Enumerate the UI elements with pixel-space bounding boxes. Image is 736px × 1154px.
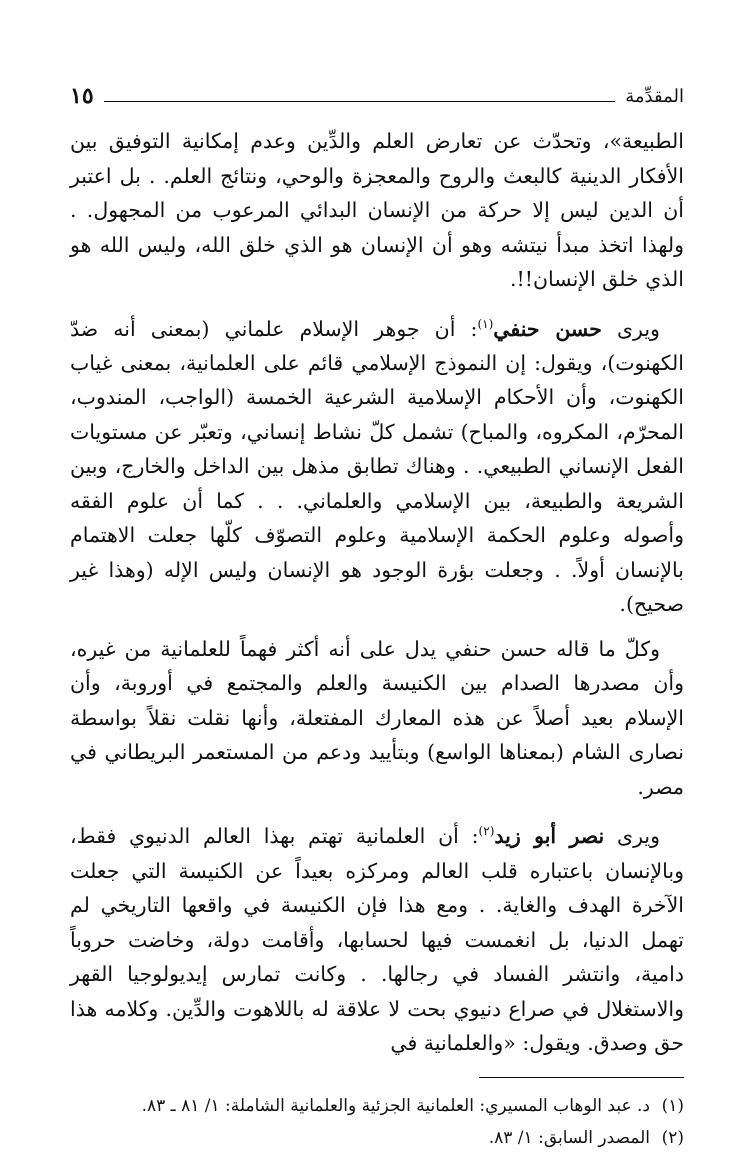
paragraph-4-text: : أن العلمانية تهتم بهذا العالم الدنيوي فقط، وبالإنسان باعتباره قلب العالم ومركزه بعيداً عن الكنيسة التي جعلت الآخرة الهدف والغاية. . ومع هذا فإن الكنيسة في واقعها التاريخي لم تهمل الدنيا، بل انغمست فيها لحسابها، وأقامت دولة، وخاضت حروباً دامية، وانتشر الفساد في رجالها. . وكانت تمارس إيديولوجيا القهر والاستغلال في صراع دنيوي بحت لا علاقة له باللاهوت والدِّين. وكلامه هذا حق وصدق. ويقول: «والعلمانية في (70, 824, 684, 1056)
paragraph-2-text: : أن جوهر الإسلام علماني (بمعنى أنه ضدّ الكهنوت)، ويقول: إن النموذج الإسلامي قائم على العلمانية، بمعنى غياب الكهنوت، وأن الأحكام الإسلامية الشرعية الخمسة (الواجب، المندوب، المحرّم، المكروه، والمباح) تشمل كلّ نشاط إنساني، وتعبّر عن مستويات الفعل الإنساني الطبيعي. . وهناك تطابق مذهل بين الداخل والخارج، وبين الشريعة والطبيعة، بين الإسلامي والعلماني. . . كما أن علوم الفقه وأصوله وعلوم الحكمة الإسلامية وعلوم التصوّف كلّها جعلت الاهتمام بالإنسان أولاً. . وجعلت بؤرة الوجود هو الإنسان وليس الإله (وهذا غير صحيح). (70, 316, 684, 617)
paragraph-2 (70, 307, 684, 622)
footnote-2-text: المصدر السابق: ١/ ٨٣. (488, 1127, 650, 1148)
paragraph-3: وكلّ ما قاله حسن حنفي يدل على أنه أكثر فهماً للعلمانية من غيره، وأن مصدرها الصدام بين الكنيسة والعلم والمجتمع في أوروبة، وأن الإسلام بعيد أصلاً عن هذه المعارك المفتعلة، وأنها نقلت نقلاً بواسطة نصارى الشام (بمعناها الواسع) وبتأييد ودعم من المستعمر البريطاني في مصر. (70, 636, 684, 799)
paragraph-4 (70, 814, 684, 1060)
header-rule (104, 101, 616, 102)
page-number: ١٥ (70, 83, 94, 109)
footnote-1-number: (١) (661, 1095, 684, 1116)
footnote-2-number: (٢) (661, 1127, 684, 1148)
author-name-hanafi: حسن حنفي (493, 316, 602, 341)
book-page (70, 78, 684, 1154)
body-text (70, 124, 684, 1061)
footnote-separator (479, 1077, 684, 1078)
author-name-abuzayd: نصر أبو زيد (494, 824, 605, 849)
paragraph-2-intro: ويرى (617, 316, 660, 341)
footnote-mark-1: (١) (477, 316, 494, 331)
paragraph-1: الطبيعة»، وتحدّث عن تعارض العلم والدِّين وعدم إمكانية التوفيق بين الأفكار الدينية كالبعث والروح والمعجزة والوحي، ونتائج العلم. . بل اعتبر أن الدين ليس إلا حركة من الإنسان البدائي المرعوب من المجهول. . ولهذا اتخذ مبدأ نيتشه وهو أن الإنسان هو الذي خلق الله، وليس الله هو الذي خلق الإنسان!!. (70, 129, 684, 291)
running-title: المقدِّمة (625, 85, 684, 107)
paragraph-4-intro: ويرى (617, 824, 660, 849)
footnote-1-text: د. عبد الوهاب المسيري: العلمانية الجزئية والعلمانية الشاملة: ١/ ٨١ ـ ٨٣. (141, 1095, 650, 1116)
footnote-1 (70, 1090, 684, 1122)
footnote-mark-2: (٢) (478, 824, 495, 839)
footnotes (70, 1090, 684, 1154)
page-header (70, 78, 684, 114)
footnote-2 (70, 1122, 684, 1154)
